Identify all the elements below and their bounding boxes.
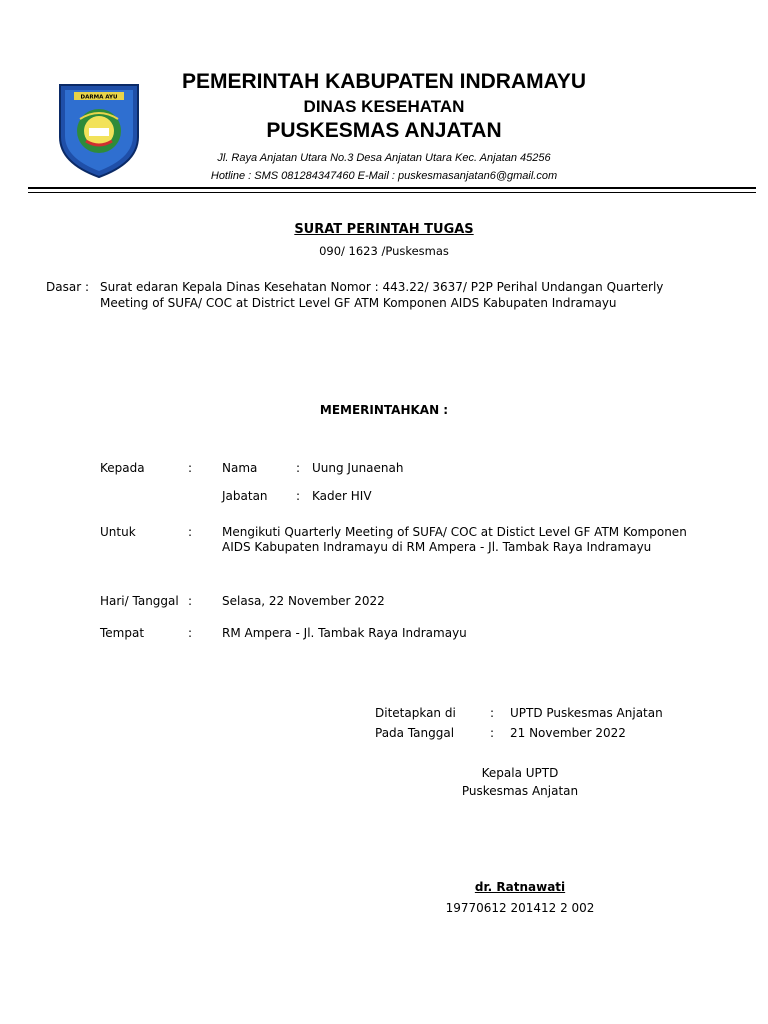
ditetapkan-label: Ditetapkan di (375, 706, 456, 720)
letter-number: 090/ 1623 /Puskesmas (319, 244, 449, 258)
kepada-colon: : (188, 461, 193, 475)
letterhead-government: PEMERINTAH KABUPATEN INDRAMAYU (181, 70, 587, 93)
letterhead-address: Jl. Raya Anjatan Utara No.3 Desa Anjatan Utara Kec. Anjatan 45256 (217, 152, 551, 164)
pada-tanggal-value: 21 November 2022 (510, 726, 626, 740)
dasar-text-line2: Meeting of SUFA/ COC at District Level GF ATM Komponen AIDS Kabupaten Indramayu (100, 296, 617, 310)
nama-label: Nama (222, 461, 258, 475)
untuk-text-line1: Mengikuti Quarterly Meeting of SUFA/ COC at Distict Level GF ATM Komponen (222, 525, 687, 539)
letterhead-institution: PUSKESMAS ANJATAN (266, 119, 502, 142)
command-heading: MEMERINTAHKAN : (319, 403, 449, 417)
jabatan-label: Jabatan (222, 489, 268, 503)
untuk-colon: : (188, 525, 193, 539)
untuk-text-line2: AIDS Kabupaten Indramayu di RM Ampera - Jl. Tambak Raya Indramayu (222, 540, 652, 554)
tempat-label: Tempat (100, 626, 145, 640)
letter-title: SURAT PERINTAH TUGAS (294, 222, 474, 237)
hari-tanggal-colon: : (188, 594, 193, 608)
dasar-label: Dasar : (46, 280, 89, 294)
pada-tanggal-colon: : (490, 726, 495, 740)
kepada-label: Kepada (100, 461, 145, 475)
dasar-text-line1: Surat edaran Kepala Dinas Kesehatan Nomor : 443.22/ 3637/ P2P Perihal Undangan Quarterly (100, 280, 664, 294)
tempat-value: RM Ampera - Jl. Tambak Raya Indramayu (222, 626, 467, 640)
ditetapkan-value: UPTD Puskesmas Anjatan (510, 706, 663, 720)
nama-value: Uung Junaenah (312, 461, 404, 475)
signatory-nip: 19770612 201412 2 002 (445, 901, 595, 915)
hari-tanggal-value: Selasa, 22 November 2022 (222, 594, 385, 608)
jabatan-value: Kader HIV (312, 489, 372, 503)
signatory-name: dr. Ratnawati (474, 880, 566, 894)
tempat-colon: : (188, 626, 193, 640)
header-rule-thin (28, 192, 756, 193)
nama-colon: : (296, 461, 301, 475)
signatory-role-line1: Kepala UPTD (481, 766, 559, 780)
logo-text: DARMA AYU (80, 94, 118, 101)
signatory-role-line2: Puskesmas Anjatan (461, 784, 579, 798)
untuk-label: Untuk (100, 525, 136, 539)
jabatan-colon: : (296, 489, 301, 503)
hari-tanggal-label: Hari/ Tanggal (100, 594, 179, 608)
pada-tanggal-label: Pada Tanggal (375, 726, 455, 740)
header-rule-thick (28, 187, 756, 189)
letterhead-agency: DINAS KESEHATAN (303, 97, 465, 116)
ditetapkan-colon: : (490, 706, 495, 720)
letterhead-contact: Hotline : SMS 081284347460 E-Mail : puskesmasanjatan6@gmail.com (210, 170, 558, 182)
